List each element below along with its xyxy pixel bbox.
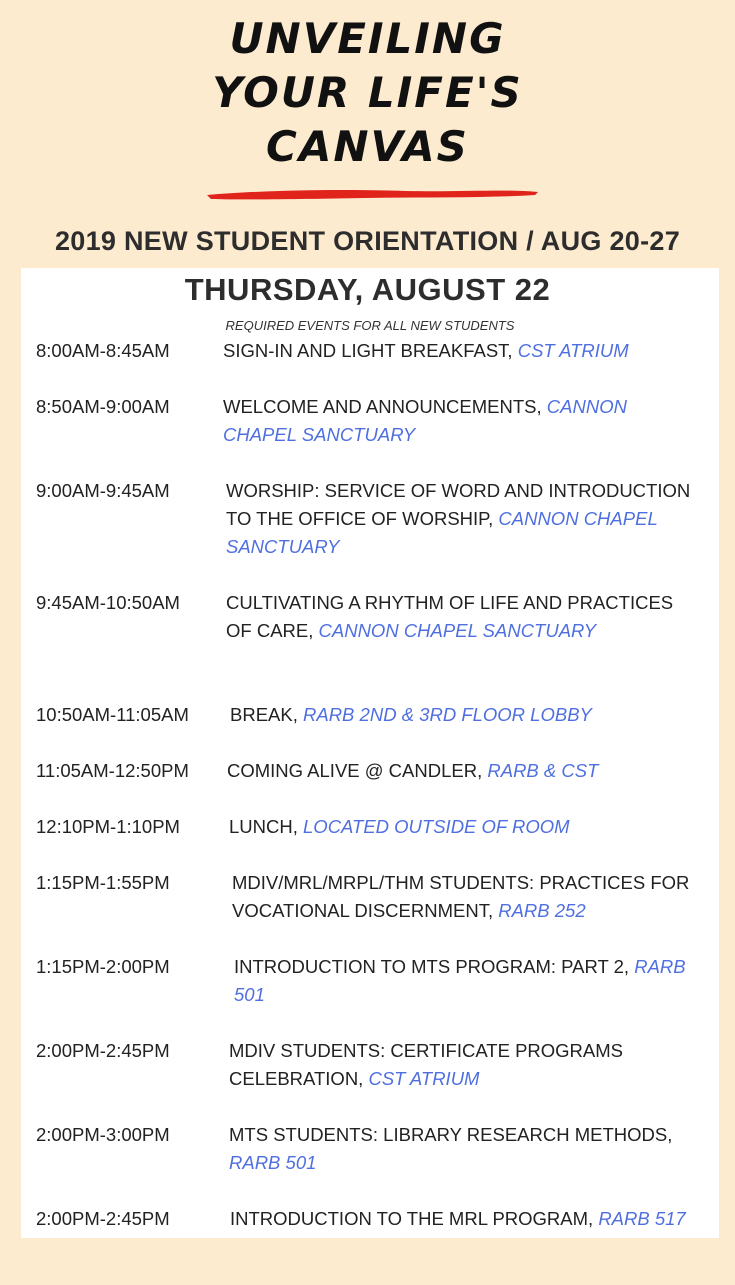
event-title: LUNCH, [229,816,298,837]
event-description [226,477,696,561]
event-time: 2:00PM-2:45PM [36,1040,170,1061]
event-location: RARB 501 [234,956,686,1005]
orientation-subtitle: 2019 NEW STUDENT ORIENTATION / AUG 20-27 [54,226,681,256]
event-description [223,337,693,365]
event-location: RARB 517 [598,1208,686,1229]
event-time: 1:15PM-1:55PM [36,872,170,893]
event-title: INTRODUCTION TO MTS PROGRAM: PART 2, [234,956,630,977]
event-location: CST ATRIUM [368,1068,480,1089]
event-description [232,869,702,925]
event-time: 2:00PM-2:45PM [36,1208,170,1229]
event-time: 9:45AM-10:50AM [36,592,180,613]
event-description [223,393,693,449]
event-title: BREAK, [230,704,298,725]
schedule-day: THURSDAY, AUGUST 22 [184,272,551,307]
event-title: MTS STUDENTS: LIBRARY RESEARCH METHODS, [229,1124,673,1145]
event-time: 8:50AM-9:00AM [36,396,170,417]
event-description [229,813,699,841]
event-title: COMING ALIVE @ CANDLER, [227,760,483,781]
event-title: WORSHIP: SERVICE OF WORD AND INTRODUCTION TO THE OFFICE OF WORSHIP, [226,480,691,529]
event-time: 10:50AM-11:05AM [36,704,189,725]
title-line-2: YOUR LIFE'S [212,68,523,117]
event-title: SIGN-IN AND LIGHT BREAKFAST, [223,340,513,361]
event-title: MDIV/MRL/MRPL/THM STUDENTS: PRACTICES FOR VOCATIONAL DISCERNMENT, [232,872,690,921]
event-time: 11:05AM-12:50PM [36,760,189,781]
event-description [226,589,696,645]
event-description [227,757,697,785]
poster-title [0,12,735,174]
event-time: 2:00PM-3:00PM [36,1124,170,1145]
event-title: WELCOME AND ANNOUNCEMENTS, [223,396,542,417]
event-location: CANNON CHAPEL SANCTUARY [318,620,597,641]
event-location: RARB 2ND & 3RD FLOOR LOBBY [303,704,592,725]
event-location: CST ATRIUM [517,340,629,361]
title-line-1: UNVEILING [229,14,506,63]
event-location: RARB 501 [229,1152,317,1173]
event-description [230,701,700,729]
event-time: 12:10PM-1:10PM [36,816,180,837]
event-title: CULTIVATING A RHYTHM OF LIFE AND PRACTICES OF CARE, [226,592,674,641]
event-description [230,1205,700,1233]
event-title: INTRODUCTION TO THE MRL PROGRAM, [230,1208,594,1229]
event-location: LOCATED OUTSIDE OF ROOM [303,816,570,837]
event-location: RARB 252 [498,900,586,921]
red-brush-stroke [205,186,540,202]
event-time: 9:00AM-9:45AM [36,480,170,501]
event-title: MDIV STUDENTS: CERTIFICATE PROGRAMS CELEBRATION, [229,1040,624,1089]
required-note: REQUIRED EVENTS FOR ALL NEW STUDENTS [225,318,515,333]
event-description [229,1037,699,1093]
event-time: 1:15PM-2:00PM [36,956,170,977]
event-description [229,1121,699,1177]
event-location: CANNON CHAPEL SANCTUARY [226,508,658,557]
event-description [234,953,704,1009]
event-location: RARB & CST [487,760,599,781]
event-time: 8:00AM-8:45AM [36,340,170,361]
event-location: CANNON CHAPEL SANCTUARY [223,396,627,445]
title-line-3: CANVAS [266,122,469,171]
